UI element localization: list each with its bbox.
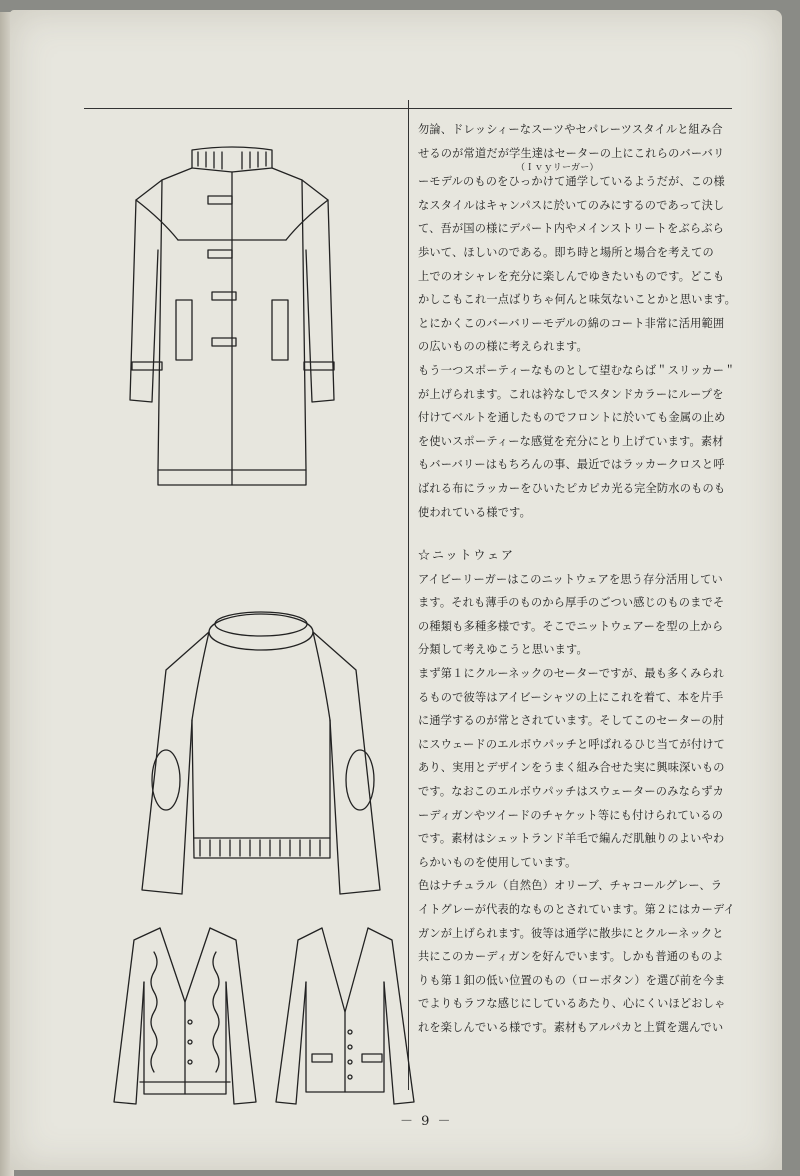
cable-cardigan-illustration xyxy=(110,922,260,1112)
vneck-cardigan-illustration xyxy=(270,922,420,1112)
text-line: ガンが上げられます。彼等は通学に散歩にとクルーネックと xyxy=(418,926,724,940)
text-line: せるのが常道だが学生達はセーターの上にこれらのバーバリ xyxy=(418,146,725,160)
text-line: まず第１にクルーネックのセーターですが、最も多くみられ xyxy=(418,667,725,681)
text-line: 色はナチュラル（自然色）オリーブ、チャコールグレー、ラ xyxy=(418,879,723,893)
text-line: ーディガンやツイードのチャケット等にも付けられているの xyxy=(418,808,724,822)
ruby-annotation: （Ｉｖｙリーガー） xyxy=(516,163,599,174)
duffle-coat-illustration xyxy=(122,140,342,500)
article-text-column xyxy=(418,118,756,1040)
text-line: るもので彼等はアイビーシャツの上にこれを着て、本を片手 xyxy=(418,690,724,704)
text-line: 共にこのカーディガンを好んでいます。しかも普通のものよ xyxy=(418,950,724,964)
text-line: かしこもこれ一点ばりちゃ何んと味気ないことかと思います。 xyxy=(418,293,736,307)
text-line: もバーバリーはもちろんの事、最近ではラッカークロスと呼 xyxy=(418,458,725,472)
text-line: らかいものを使用しています。 xyxy=(418,855,577,869)
text-line: ーモデルのものをひっかけて通学しているようだが、この様 xyxy=(418,175,725,189)
page-number: － 9 － xyxy=(400,1114,453,1129)
text-line: です。素材はシェットランド羊毛で編んだ肌触りのよいやわ xyxy=(418,832,725,846)
text-line: 勿論、ドレッシィーなスーツやセパレーツスタイルと組み合 xyxy=(418,123,723,136)
section-heading: ☆ニットウェア xyxy=(418,548,516,563)
text-line: が上げられます。これは衿なしでスタンドカラーにループを xyxy=(418,387,724,401)
text-line: りも第１釦の低い位置のもの（ローボタン）を選び前を今ま xyxy=(418,973,726,987)
text-line: もう一つスポーティーなものとして望むならば＂スリッカー＂ xyxy=(418,363,736,377)
text-line: れを楽しんでいる様です。素材もアルパカと上質を選んでい xyxy=(418,1020,724,1034)
text-line: に通学するのが常とされています。そしてこのセーターの肘 xyxy=(418,714,725,728)
text-line: なスタイルはキャンパスに於いてのみにするのであって決し xyxy=(418,198,725,212)
text-line: を使いスポーティーな感覚を充分にとり上げています。素材 xyxy=(418,434,724,448)
text-line: にスウェードのエルボウパッチと呼ばれるひじ当てが付けて xyxy=(418,737,726,751)
text-line: 付けてベルトを通したものでフロントに於いても金属の止め xyxy=(418,411,726,425)
crewneck-sweater-illustration xyxy=(136,610,386,910)
text-line: です。なおこのエルボウパッチはスウェーターのみならずカ xyxy=(418,785,725,799)
text-line: ます。それも薄手のものから厚手のごつい感じのものまでそ xyxy=(418,596,725,610)
text-line: でよりもラフな感じにしているあたり、心にくいほどおしゃ xyxy=(418,997,726,1011)
text-line: ばれる布にラッカーをひいたピカピカ光る完全防水のものも xyxy=(418,481,726,495)
text-line: の広いものの様に考えられます。 xyxy=(418,340,588,354)
text-line: 歩いて、ほしいのである。即ち時と場所と場合を考えての xyxy=(418,245,714,259)
text-line: あり、実用とデザインをうまく組み合せた実に興味深いもの xyxy=(418,761,725,775)
text-line: アイビーリーガーはこのニットウェアを思う存分活用してい xyxy=(418,572,723,586)
text-line: て、吾が国の様にデパート内やメインストリートをぶらぶら xyxy=(418,222,725,236)
text-line: 使われている様です。 xyxy=(418,505,531,519)
text-line: 分類して考えゆこうと思います。 xyxy=(418,643,588,657)
text-line: 上でのオシャレを充分に楽しんでゆきたいものです。どこも xyxy=(418,269,725,283)
text-line: の種類も多種多様です。そこでニットウェアーを型の上から xyxy=(418,619,724,633)
text-line: とにかくこのバーバリーモデルの綿のコート非常に活用範囲 xyxy=(418,316,725,330)
text-line: イトグレーが代表的なものとされています。第２にはカーデイ xyxy=(418,903,735,916)
